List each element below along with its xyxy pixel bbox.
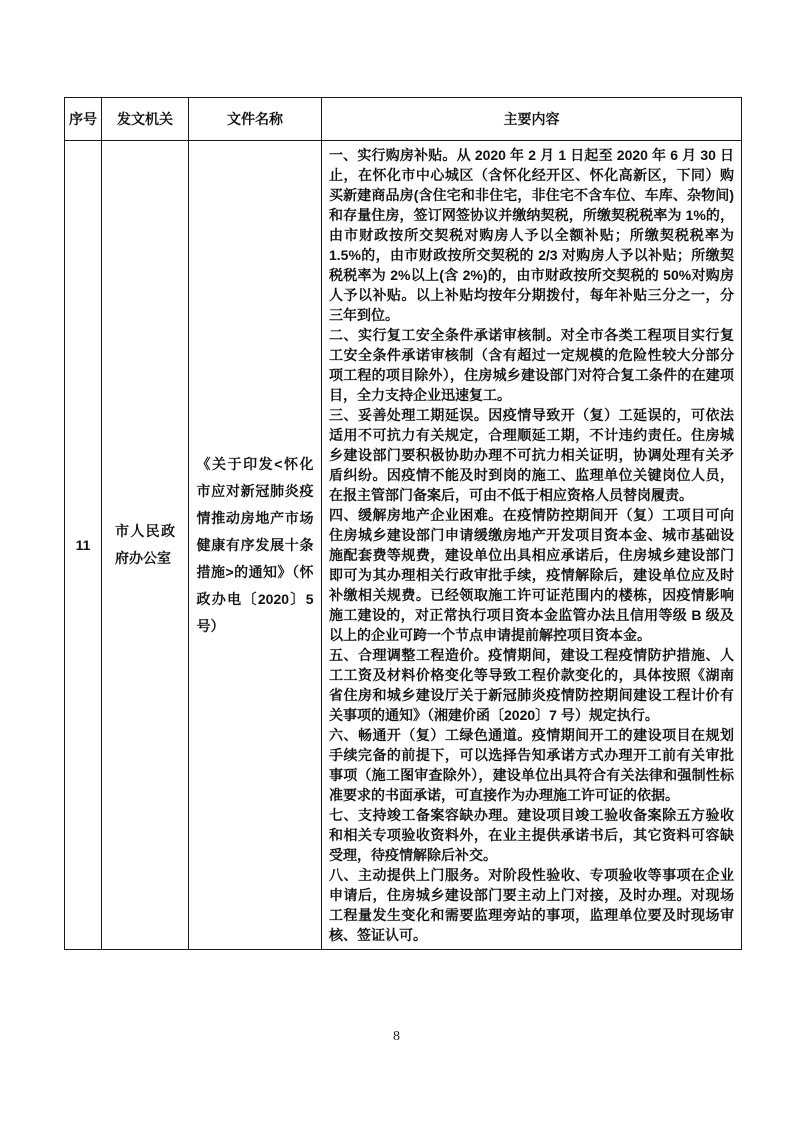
cell-main-content: [322, 141, 742, 950]
main-content-text: [322, 141, 741, 949]
header-seq: 序号: [65, 98, 102, 141]
content-item-2: 二、实行复工安全条件承诺审核制。对全市各类工程项目实行复工安全条件承诺审核制（含有超过一定规模的危险性较大分部分项工程的项目除外），住房城乡建设部门对符合复工条件的在建项目，全力支持企业迅速复工。: [329, 327, 734, 403]
page-number: 8: [393, 1029, 400, 1044]
header-agency: 发文机关: [102, 98, 189, 141]
content-item-5: 五、合理调整工程造价。疫情期间，建设工程疫情防护措施、人工工资及材料价格变化等导致工程价款变化的，具体按照《湖南省住房和城乡建设厅关于新冠肺炎疫情防控期间建设工程计价有关事项的通知》（湘建价函〔2020〕7 号）规定执行。: [329, 647, 734, 723]
header-main-content: 主要内容: [322, 98, 742, 141]
content-item-6: 六、畅通开（复）工绿色通道。疫情期间开工的建设项目在规划手续完备的前提下，可以选择告知承诺方式办理开工前有关审批事项（施工图审查除外），建设单位出具符合有关法律和强制性标准要求的书面承诺，可直接作为办理施工许可证的依据。: [329, 727, 734, 803]
doc-title-text: 《关于印发<怀化市应对新冠肺炎疫情推动房地产市场健康有序发展十条措施>的通知》（怀政办电〔2020〕5 号）: [196, 455, 314, 634]
table-header-row: [65, 98, 742, 141]
content-item-7: 七、支持竣工备案容缺办理。建设项目竣工验收备案除五方验收和相关专项验收资料外，在业主提供承诺书后，其它资料可容缺受理，待疫情解除后补交。: [329, 807, 734, 863]
content-item-1: 一、实行购房补贴。从 2020 年 2 月 1 日起至 2020 年 6 月 30 日止，在怀化市中心城区（含怀化经开区、怀化高新区，下同）购买新建商品房(含住宅和非住宅，非住宅不含车位、车库、杂物间)和存量住房，签订网签协议并缴纳契税，所缴契税税率为 1%的，由市财政按所交契税对购房人予以全额补贴；所缴契税税率为 1.5%的，由市财政按所交契税的 2/3 对购房人予以补贴；所缴契税税率为 2%以上(含 2%)的，由市财政按所交契税的 50%对购房人予以补贴。以上补贴均按年分期拨付，每年补贴三分之一，分三年到位。: [329, 147, 734, 323]
cell-seq-number: 11: [65, 141, 102, 950]
content-item-8: 八、主动提供上门服务。对阶段性验收、专项验收等事项在企业申请后，住房城乡建设部门要主动上门对接，及时办理。对现场工程量发生变化和需要监理旁站的事项，监理单位要及时现场审核、签证认可。: [329, 867, 734, 943]
cell-doc-title: [189, 141, 322, 950]
content-item-3: 三、妥善处理工期延误。因疫情导致开（复）工延误的，可依法适用不可抗力有关规定，合理顺延工期，不计违约责任。住房城乡建设部门要积极协助办理不可抗力相关证明，协调处理有关矛盾纠纷。因疫情不能及时到岗的施工、监理单位关键岗位人员，在报主管部门备案后，可由不低于相应资格人员替岗履责。: [329, 407, 734, 503]
header-doc-name: 文件名称: [189, 98, 322, 141]
cell-agency: [102, 141, 189, 950]
table-row: [65, 141, 742, 950]
agency-text: 市人民政府办公室: [115, 523, 175, 566]
measures-table: [64, 97, 742, 950]
content-item-4: 四、缓解房地产企业困难。在疫情防控期间开（复）工项目可向住房城乡建设部门申请缓缴房地产开发项目资本金、城市基础设施配套费等规费，建设单位出具相应承诺后，住房城乡建设部门即可为其办理相关行政审批手续，疫情解除后，建设单位应及时补缴相关规费。已经领取施工许可证范围内的楼栋，因疫情影响施工建设的，对正常执行项目资本金监管办法且信用等级 B 级及以上的企业可跨一个节点申请提前解控项目资本金。: [329, 507, 734, 643]
